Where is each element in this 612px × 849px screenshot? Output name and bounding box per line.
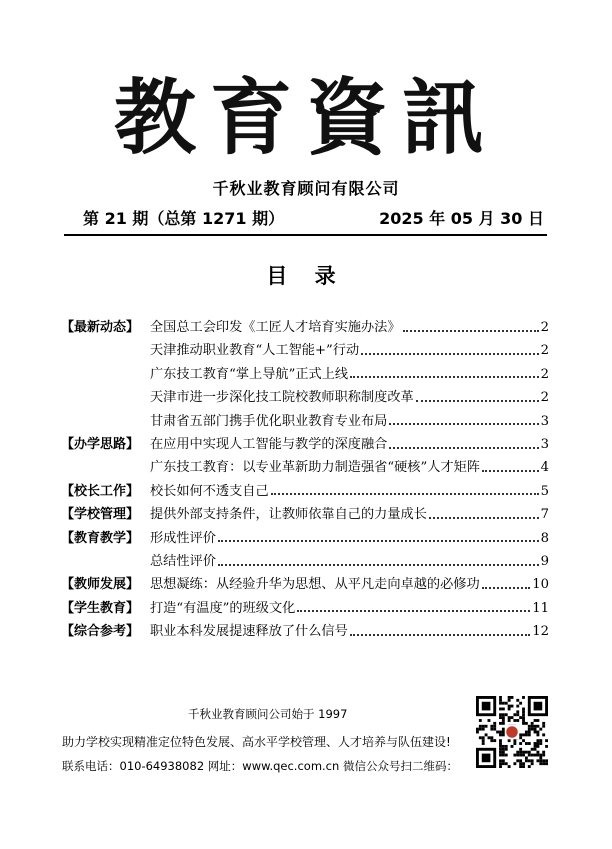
toc-row[interactable] (61, 386, 549, 409)
toc-leader-dots (389, 423, 538, 425)
toc-leader-dots (361, 353, 538, 355)
toc-entry-title[interactable]: 甘肃省五部门携手优化职业教育专业布局 (150, 413, 388, 429)
toc-category: 【综合参考】 (61, 624, 140, 640)
table-of-contents (61, 316, 549, 643)
toc-leader-dots (271, 493, 539, 495)
issue-number: 第 21 期（总第 1271 期） (83, 209, 285, 228)
toc-category: 【学生教育】 (61, 600, 140, 616)
toc-entry-title[interactable]: 天津推动职业教育“人工智能+”行动 (150, 343, 360, 359)
toc-leader-dots (416, 400, 539, 402)
footer-founded: 千秋业教育顾问公司始于 1997 (188, 707, 348, 721)
toc-leader-dots (389, 447, 538, 449)
header-rule (64, 234, 547, 236)
toc-row[interactable] (61, 316, 549, 339)
toc-row[interactable] (61, 527, 549, 550)
toc-leader-dots (429, 517, 539, 519)
toc-page-number: 10 (532, 577, 549, 593)
toc-row[interactable] (61, 433, 549, 456)
toc-entry-title[interactable]: 总结性评价 (150, 553, 216, 569)
toc-entry-title[interactable]: 形成性评价 (150, 530, 216, 546)
toc-leader-dots (482, 470, 539, 472)
toc-category: 【学校管理】 (61, 507, 140, 523)
toc-row[interactable] (61, 550, 549, 573)
toc-page-number: 8 (540, 530, 549, 546)
toc-entry-title[interactable]: 校长如何不透支自己 (150, 483, 269, 499)
footer-contact: 联系电话：010-64938082 网址：www.qec.com.cn 微信公众号扫二维码： (62, 759, 458, 773)
toc-page-number: 5 (540, 483, 549, 499)
toc-page-number: 11 (532, 600, 549, 616)
toc-leader-dots (482, 587, 531, 589)
toc-entry-title[interactable]: 打造“有温度”的班级文化 (150, 600, 296, 616)
footer-slogan: 助力学校实现精准定位特色发展、高水平学校管理、人才培养与队伍建设! (62, 735, 451, 749)
toc-entry-title[interactable]: 提供外部支持条件，让教师依靠自己的力量成长 (150, 507, 427, 523)
toc-entry-title[interactable]: 在应用中实现人工智能与教学的深度融合 (150, 436, 388, 452)
toc-page-number: 12 (532, 624, 549, 640)
toc-leader-dots (350, 376, 539, 378)
toc-category: 【办学思路】 (61, 436, 140, 452)
toc-leader-dots (218, 564, 539, 566)
company-name: 千秋业教育顾问有限公司 (212, 179, 400, 198)
issue-date: 2025 年 05 月 30 日 (379, 209, 544, 228)
toc-row[interactable] (61, 480, 549, 503)
toc-page-number: 7 (540, 507, 549, 523)
toc-page-number: 4 (540, 460, 549, 476)
toc-leader-dots (297, 610, 530, 612)
masthead-title: 教育資訊 (113, 70, 498, 166)
toc-entry-title[interactable]: 天津市进一步深化技工院校教师职称制度改革 (150, 390, 414, 406)
toc-page-number: 2 (540, 390, 549, 406)
toc-category: 【教育教学】 (61, 530, 140, 546)
toc-entry-title[interactable]: 全国总工会印发《工匠人才培育实施办法》 (150, 320, 401, 335)
toc-entry-title[interactable]: 思想凝练：从经验升华为思想、从平凡走向卓越的必修功 (150, 577, 480, 593)
toc-row[interactable] (61, 597, 549, 620)
toc-page-number: 2 (540, 320, 549, 335)
qr-code-icon[interactable] (476, 696, 548, 768)
toc-page-number: 2 (540, 366, 549, 382)
toc-page-number: 3 (540, 436, 549, 452)
toc-row[interactable] (61, 410, 549, 433)
toc-category: 【最新动态】 (61, 320, 140, 335)
toc-category: 【校长工作】 (61, 483, 140, 499)
toc-row[interactable] (61, 573, 549, 596)
toc-entry-title[interactable]: 职业本科发展提速释放了什么信号 (150, 624, 348, 640)
toc-row[interactable] (61, 503, 549, 526)
toc-row[interactable] (61, 339, 549, 362)
toc-page-number: 9 (540, 553, 549, 569)
toc-category: 【教师发展】 (61, 577, 140, 593)
toc-entry-title[interactable]: 广东技工教育“掌上导航”正式上线 (150, 366, 349, 382)
toc-row[interactable] (61, 363, 549, 386)
toc-entry-title[interactable]: 广东技工教育：以专业革新助力制造强省“硬核”人才矩阵 (150, 460, 480, 476)
toc-row[interactable] (61, 620, 549, 643)
toc-leader-dots (350, 634, 530, 636)
toc-page-number: 2 (540, 343, 549, 359)
toc-row[interactable] (61, 456, 549, 479)
toc-page-number: 3 (540, 413, 549, 429)
toc-title: 目 录 (266, 264, 346, 288)
toc-leader-dots (403, 330, 539, 332)
toc-leader-dots (218, 540, 539, 542)
